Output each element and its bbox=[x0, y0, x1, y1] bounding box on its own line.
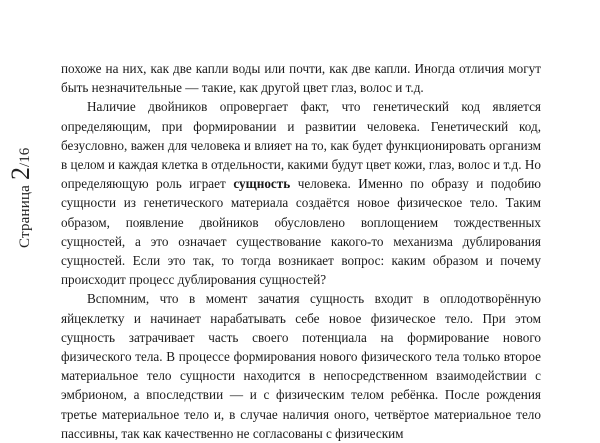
paragraph-1: похоже на них, как две капли воды или почти, как две капли. Иногда отличия могут быть незначительные — такие, как другой цвет глаз, волос и т.д. bbox=[61, 61, 541, 96]
page-number-total: /16 bbox=[17, 147, 33, 167]
paragraph-2-emphasis: сущность bbox=[233, 176, 291, 192]
paragraph-3: Вспомним, что в момент зачатия сущность входит в оплодотворённую яйцеклетку и начинает нарабатывать себе новое физическое тело. При этом сущность затрачивает часть своего потенциала на формирование нового физического тела. В процессе формирования нового физического тела только второе материальное тело сущности находится в непосредственном взаимодействии с эмбрионом, а впоследствии — и с физическим телом ребёнка. После рождения третье материальное тело и, в случае наличия оного, четвёртое материальное тело пассивны, так как качественно не согласованы с физическим bbox=[61, 291, 541, 441]
paragraph-2 bbox=[61, 97, 541, 289]
page-number bbox=[6, 147, 36, 248]
document-body bbox=[61, 59, 541, 443]
paragraph-2-text-before: Наличие двойников опровергает факт, что генетический код является определяющим, при формировании и развитии человека. Генетический код, безусловно, важен для человека и влияет на то, как будет функционировать организм в целом и каждая клетка в отдельности, какими будут цвет кожи, глаз, волос и т.д. Но определяющую роль играет bbox=[61, 99, 541, 192]
page-number-label: Страница bbox=[17, 184, 33, 248]
page-number-current: 2 bbox=[6, 166, 35, 180]
paragraph-2-text-after: человека. Именно по образу и подобию сущности из генетического материала создаётся новое физическое тело. Таким образом, появление двойников обусловлено воплощением тождественных сущностей, а это означает существование какого-то механизма дублирования сущностей. Если это так, то тогда возникает вопрос: каким образом и почему происходит процесс дублирования сущностей? bbox=[61, 176, 541, 288]
